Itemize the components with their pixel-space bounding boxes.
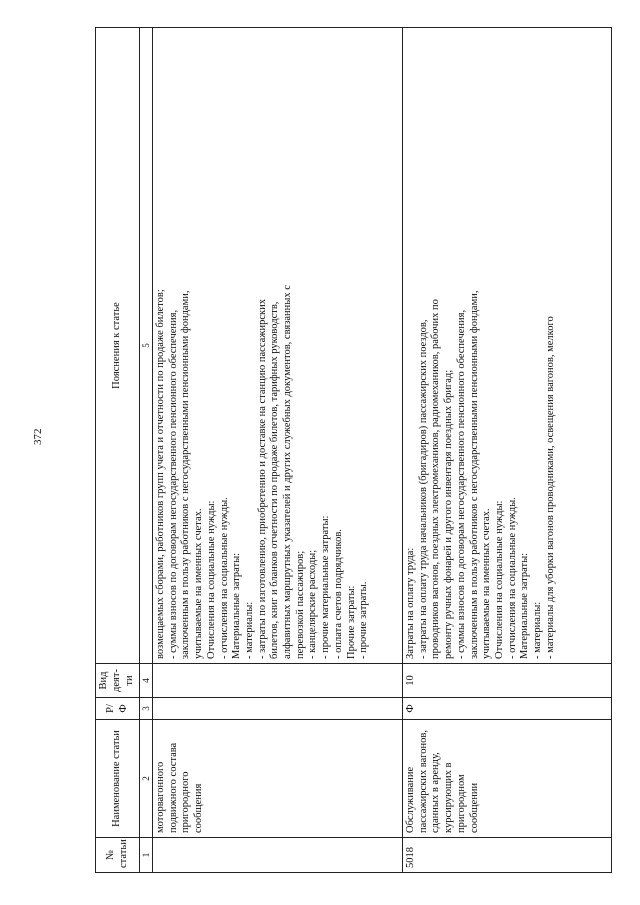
column-number: 4: [140, 664, 153, 698]
column-number: 1: [140, 838, 153, 873]
row-rf: Ф: [403, 698, 612, 720]
header-row: [96, 28, 140, 873]
row-explanation: возмещаемых сборами, работников групп учета и отчетности по продаже билетов; - суммы взносов по договорам негосударственного пенсионного обеспечения, заключенным в пользу работников с негосударственными пенсионными фондами, учитываемые на именных счетах. Отчисления на социальные нужды: - отчисления на социальные нужды. Материальные затраты: - материалы: - затраты по изготовлению, приобретению и доставке на станцию пассажирских билетов, книг и бланков отчетности по продаже билетов, тарифных руководств, алфавитных маршрутных указателей и других служебных документов, связанных с перевозкой пассажиров; - канцелярские расходы; - прочие материальные затраты: - оплата счетов подрядчиков. Прочие затраты: - прочие затраты.: [153, 28, 403, 664]
header-explanation: Пояснения к статье: [96, 28, 140, 664]
header-activity: Вид деят-ти: [96, 664, 140, 698]
row-number: 5018: [403, 838, 612, 873]
row-name: Обслуживание пассажирских вагонов, сданных в аренду, курсирующих в пригородном сообщении: [403, 720, 612, 838]
table-row: [403, 28, 612, 873]
row-name: моторвагонного подвижного состава пригородного сообщения: [153, 720, 403, 838]
row-activity: 10: [403, 664, 612, 698]
column-number-row: [140, 28, 153, 873]
column-number: 3: [140, 698, 153, 720]
header-rf: Р/ Ф: [96, 698, 140, 720]
articles-table: [95, 27, 612, 873]
header-name: Наименование статьи: [96, 720, 140, 838]
row-number: [153, 838, 403, 873]
row-rf: [153, 698, 403, 720]
row-activity: [153, 664, 403, 698]
column-number: 5: [140, 28, 153, 664]
rotated-table-wrapper: [95, 28, 612, 873]
row-explanation: Затраты на оплату труда: - затраты на оплату труда начальников (бригадиров) пассажирских поездов, проводников вагонов, поездных электромехаников, радиомехаников, рабочих по ремонту ручных фонарей и другого инвентаря поездных бригад; - суммы взносов по договорам негосударственного пенсионного обеспечения, заключенным в пользу работников с негосударственными пенсионными фондами, учитываемые на именных счетах. Отчисления на социальные нужды: - отчисления на социальные нужды. Материальные затраты: - материалы: - материалы для уборки вагонов проводниками, освещения вагонов, мелкого: [403, 28, 612, 664]
table-row: [153, 28, 403, 873]
header-no: № статьи: [96, 838, 140, 873]
column-number: 2: [140, 720, 153, 838]
page-number: 372: [32, 428, 44, 445]
